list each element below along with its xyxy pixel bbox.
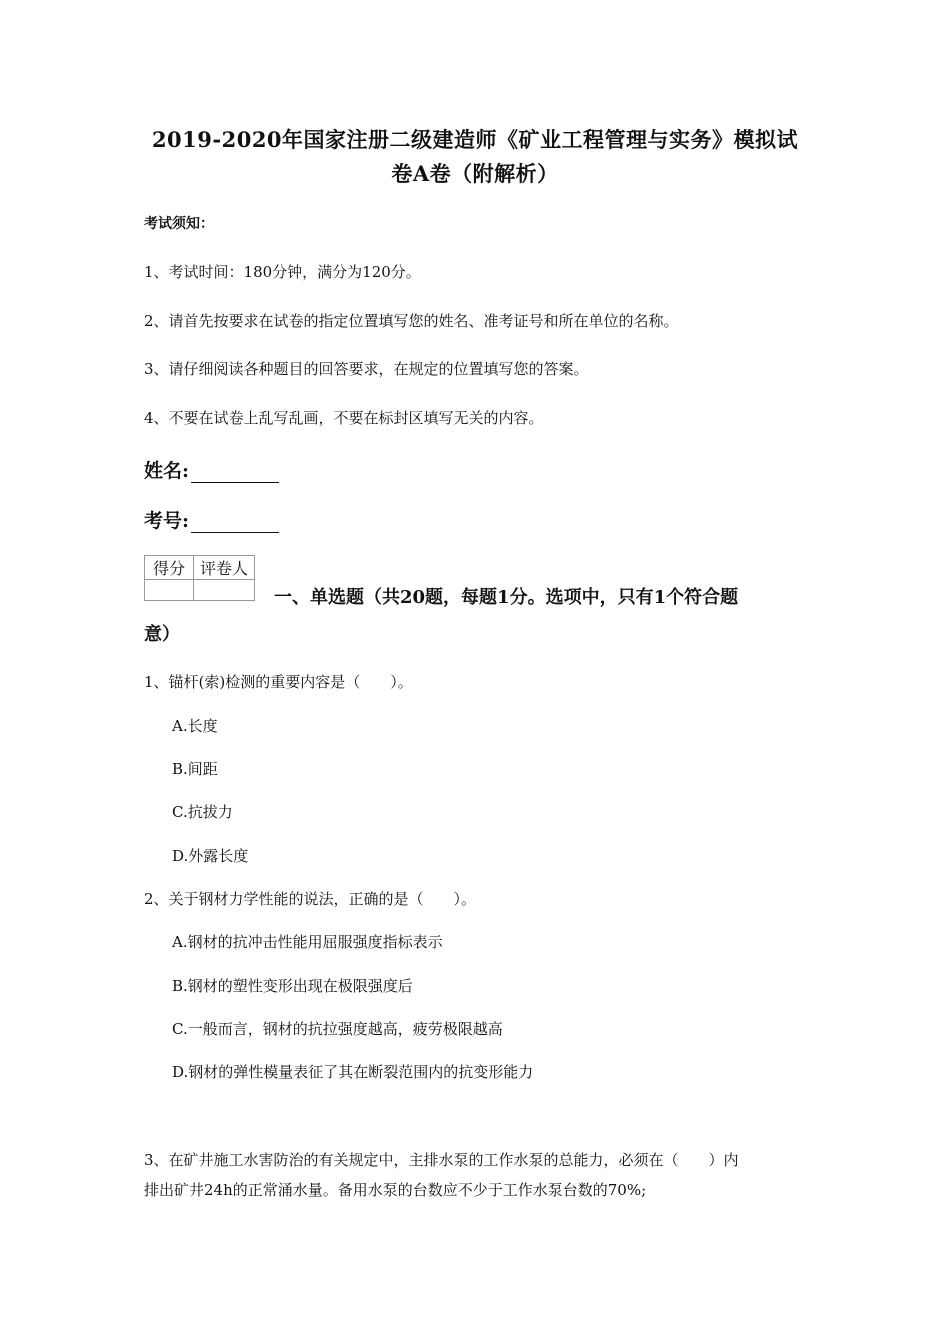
grader-cell [194, 580, 255, 601]
score-table [144, 555, 255, 601]
question-option: A.钢材的抗冲击性能用屈服强度指标表示 [172, 933, 443, 951]
question-option: C.抗拔力 [172, 803, 233, 821]
notice-item: 3、请仔细阅读各种题目的回答要求，在规定的位置填写您的答案。 [144, 360, 589, 378]
question-option: A.长度 [172, 717, 218, 735]
question-option: C.一般而言，钢材的抗拉强度越高，疲劳极限越高 [172, 1020, 503, 1038]
question-stem: 1、锚杆(索)检测的重要内容是（ ）。 [144, 673, 413, 691]
exam-number-label: 考号: [144, 510, 190, 532]
question-option: B.钢材的塑性变形出现在极限强度后 [172, 977, 413, 995]
question-option: B.间距 [172, 760, 218, 778]
question-option: D.钢材的弹性模量表征了其在断裂范围内的抗变形能力 [172, 1063, 534, 1081]
document-title-line1: 2019-2020年国家注册二级建造师《矿业工程管理与实务》模拟试 [151, 127, 799, 152]
notice-item: 4、不要在试卷上乱写乱画，不要在标封区填写无关的内容。 [144, 409, 544, 427]
question-stem: 3、在矿井施工水害防治的有关规定中，主排水泵的工作水泵的总能力，必须在（ ）内 [144, 1151, 739, 1169]
section-heading-line1: 一、单选题（共20题，每题1分。选项中，只有1个符合题 [274, 587, 739, 608]
name-field [144, 456, 279, 483]
notice-item: 1、考试时间：180分钟，满分为120分。 [144, 263, 421, 281]
question-stem-continued: 排出矿井24h的正常涌水量。备用水泵的台数应不少于工作水泵台数的70%; [144, 1181, 647, 1199]
notice-heading: 考试须知： [144, 216, 214, 232]
name-label: 姓名: [144, 460, 190, 482]
name-blank[interactable] [191, 464, 279, 483]
score-header: 得分 [145, 556, 194, 580]
score-cell [145, 580, 194, 601]
section-heading-line2: 意） [144, 624, 180, 645]
question-stem: 2、关于钢材力学性能的说法，正确的是（ ）。 [144, 890, 477, 908]
document-title-line2: 卷A卷（附解析） [391, 161, 559, 186]
grader-header: 评卷人 [194, 556, 255, 580]
question-option: D.外露长度 [172, 847, 249, 865]
exam-number-blank[interactable] [191, 514, 279, 533]
exam-number-field [144, 506, 279, 533]
notice-item: 2、请首先按要求在试卷的指定位置填写您的姓名、准考证号和所在单位的名称。 [144, 312, 679, 330]
